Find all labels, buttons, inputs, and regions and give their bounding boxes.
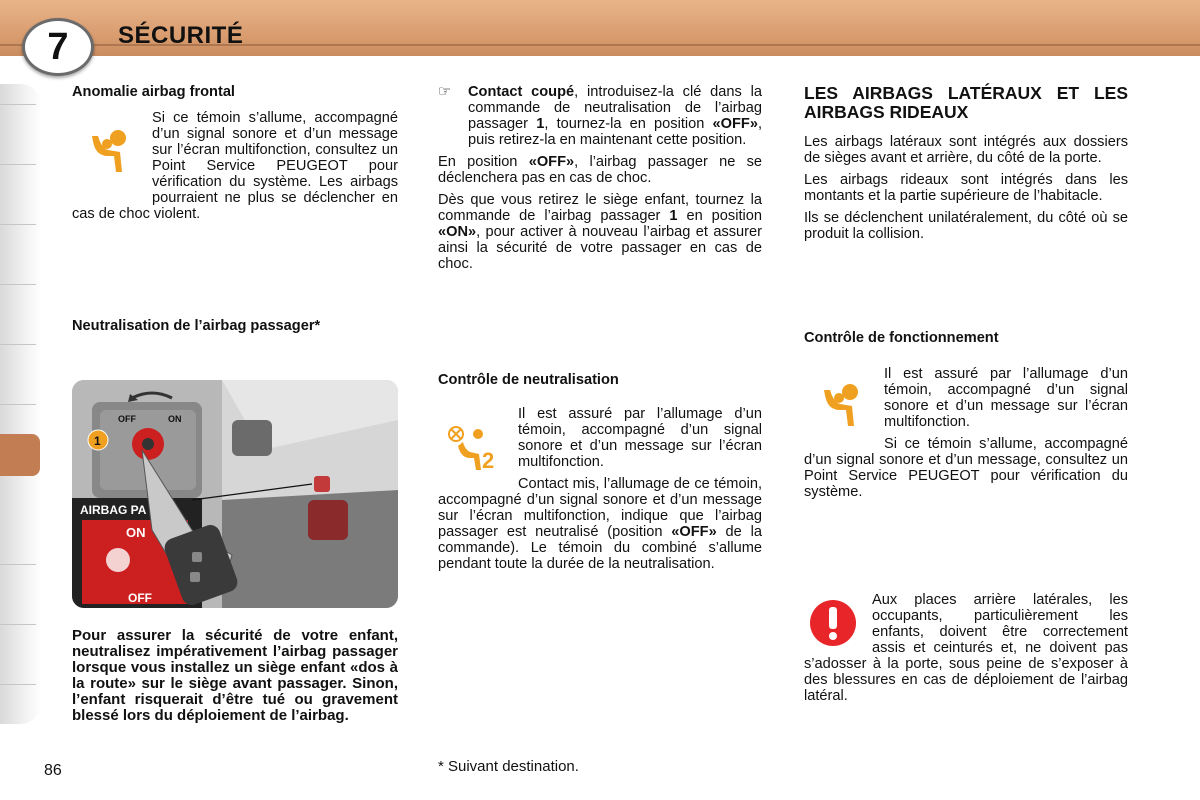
panel-on-label: ON bbox=[126, 525, 146, 540]
airbag-warning-icon bbox=[82, 128, 132, 176]
switch-off-label: OFF bbox=[118, 414, 136, 424]
chapter-tab-active bbox=[0, 434, 40, 476]
control-block bbox=[438, 372, 762, 578]
fonct-heading: Contrôle de fonctionnement bbox=[804, 330, 999, 346]
anomalie-heading: Anomalie airbag frontal bbox=[72, 84, 235, 100]
chapter-badge: 7 bbox=[22, 18, 94, 76]
panel-off-label: OFF bbox=[128, 591, 152, 605]
neutral-block bbox=[72, 318, 398, 340]
page-number: 86 bbox=[44, 762, 62, 779]
warning-block bbox=[72, 628, 398, 730]
fonct-icon-text: Il est assuré par l’allumage d’un témoin, accompagné d’un signal sonore et d’un message sur l’écran multifonction. bbox=[884, 366, 1128, 430]
off-position-text: En position «OFF», l’airbag passager ne se déclenchera pas en cas de choc. bbox=[438, 154, 762, 186]
passenger-airbag-off-icon bbox=[444, 424, 500, 472]
footnote: * Suivant destination. bbox=[438, 758, 579, 775]
side-airbags-heading: LES AIRBAGS LATÉRAUX ET LES AIRBAGS RIDEAUX bbox=[804, 83, 1128, 122]
control-heading: Contrôle de neutralisation bbox=[438, 372, 619, 388]
svg-text:2: 2 bbox=[482, 448, 495, 472]
hand-pointer-icon: ☞ bbox=[438, 84, 452, 100]
airbag-label: AIRBAG PA bbox=[80, 503, 147, 517]
exclamation-warning-icon bbox=[808, 598, 858, 648]
reactivate-text: Dès que vous retirez le siège enfant, tournez la commande de l’airbag passager 1 en position «ON», pour activer à nouveau l’airbag et assurer ainsi la sécurité de votre passager en cas de choc. bbox=[438, 192, 762, 272]
callout-number: 1 bbox=[94, 434, 101, 448]
side-airbags-p3: Ils se déclenchent unilatéralement, du côté où se produit la collision. bbox=[804, 210, 1128, 242]
child-seat-warning: Pour assurer la sécurité de votre enfant, neutralisez impérativement l’airbag passager lorsque vous installez un siège enfant «dos à la route» sur le siège avant passager. Sinon, l’enfant risquerait d’être tué ou gravement blessé lors du déploiement de l’airbag. bbox=[72, 627, 398, 724]
rear-seat-warning: Aux places arrière latérales, les occupants, particulièrement les enfants, doivent être correctement assis et ceinturés et, ne doivent pas s’adosser à la porte, sous peine de s’exposer à des blessures en cas de déploiement de l’airbag latéral. bbox=[804, 592, 1128, 704]
side-airbag-warning-icon bbox=[814, 382, 864, 430]
chapter-rail bbox=[0, 84, 42, 724]
side-airbags-p2: Les airbags rideaux sont intégrés dans les montants et la partie supérieure de l’habitacle. bbox=[804, 172, 1128, 204]
column-middle bbox=[438, 84, 762, 278]
switch-on-label: ON bbox=[168, 414, 182, 424]
fonct-paragraph: Si ce témoin s’allume, accompagné d’un signal sonore et d’un message, consultez un Point Service PEUGEOT pour vérification du système. bbox=[804, 436, 1128, 500]
contact-instruction: ☞ Contact coupé, introduisez-la clé dans la commande de neutralisation de l’airbag passager 1, tournez-la en position «OFF», puis retirez-la en maintenant cette position. bbox=[438, 84, 763, 148]
anomalie-text: Si ce témoin s’allume, accompagné d’un signal sonore et d’un message sur l’écran multifonction, consultez un Point Service PEUGEOT pour vérification du système. Les airbags pourraient ne plus se déclencher en cas de choc violent. bbox=[72, 110, 398, 222]
neutral-heading: Neutralisation de l’airbag passager* bbox=[72, 318, 321, 334]
control-icon-text: Il est assuré par l’allumage d’un témoin, accompagné d’un signal sonore et d’un message sur l’écran multifonction. bbox=[518, 406, 762, 470]
side-airbags-p1: Les airbags latéraux sont intégrés aux dossiers de sièges avant et arrière, du côté de la porte. bbox=[804, 134, 1128, 166]
page-title: SÉCURITÉ bbox=[118, 22, 244, 49]
column-right bbox=[804, 84, 1128, 248]
control-paragraph: Contact mis, l’allumage de ce témoin, accompagné d’un signal sonore et d’un message sur l’écran multifonction, indique que l’airbag passager est neutralisé (position «OFF» de la commande). Le témoin du combiné s’allume pendant toute la durée de la neutralisation. bbox=[438, 476, 762, 572]
airbag-switch-photo bbox=[72, 380, 398, 608]
